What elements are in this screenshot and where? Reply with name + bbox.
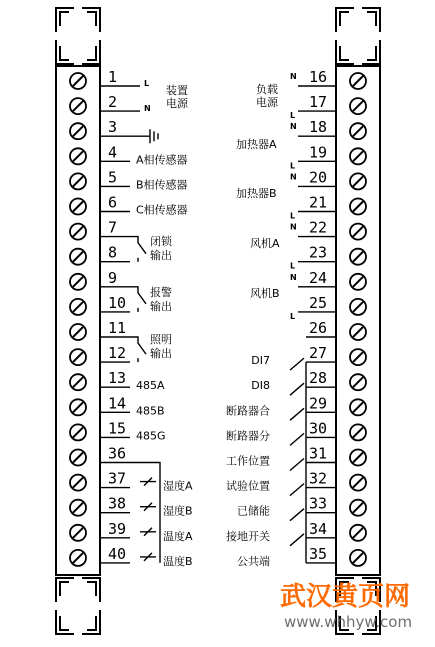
terminal-number: 13 <box>108 369 127 388</box>
left-terminal <box>108 194 188 217</box>
terminal-number: 40 <box>108 544 127 563</box>
left-terminal <box>108 319 126 337</box>
screw-icon <box>350 424 366 440</box>
di-contact-icon <box>290 459 304 471</box>
right-terminal <box>309 269 327 287</box>
terminal-number: 25 <box>309 293 328 312</box>
screw-icon <box>350 148 366 164</box>
terminal-number: 37 <box>108 469 127 488</box>
sensor-icon <box>140 528 156 536</box>
bracket-corner <box>340 46 349 60</box>
terminal-label: 温度B <box>163 554 193 568</box>
left-terminal <box>108 219 117 237</box>
terminal-number: 21 <box>309 193 328 212</box>
bracket-corner <box>87 582 96 596</box>
terminal-number: 38 <box>108 494 127 513</box>
screw-icon <box>70 224 86 240</box>
terminal-number: 32 <box>309 469 328 488</box>
fan-b-label: 风机B <box>250 287 280 300</box>
terminal-number: 4 <box>108 143 118 162</box>
heater-a-label: 加热器A <box>236 138 277 151</box>
terminal-number: 3 <box>108 118 118 137</box>
screw-icon <box>70 299 86 315</box>
left-terminal-block <box>56 66 100 575</box>
terminal-number: 12 <box>108 344 127 363</box>
terminal-label: 湿度B <box>163 504 193 518</box>
screw-icon <box>350 399 366 415</box>
di-contact-icon <box>290 534 304 546</box>
right-terminal <box>309 168 327 186</box>
screw-icon <box>350 224 366 240</box>
right-terminal <box>226 470 327 493</box>
screw-icon <box>350 123 366 139</box>
screw-icon <box>70 500 86 516</box>
left-terminal <box>108 294 126 312</box>
right-terminal <box>309 118 327 136</box>
terminal-label: 485B <box>136 404 165 418</box>
load-lead <box>298 237 306 262</box>
terminal-number: 34 <box>309 519 328 538</box>
terminal-number: 9 <box>108 268 118 287</box>
terminal-label: 已储能 <box>237 504 270 518</box>
right-terminal <box>226 445 327 468</box>
terminal-label: 断路器分 <box>226 429 270 443</box>
right-terminal <box>251 369 327 392</box>
terminal-number: 8 <box>108 243 118 262</box>
right-terminal <box>309 93 327 111</box>
bracket-corner <box>87 616 96 630</box>
screw-icon <box>350 73 366 89</box>
right-group-labels <box>236 82 280 300</box>
neutral-mark: N <box>144 104 151 113</box>
terminal-label: C相传感器 <box>136 203 188 217</box>
di-contact-icon <box>290 509 304 521</box>
terminal-number: 28 <box>309 369 328 388</box>
terminal-number: 10 <box>108 293 127 312</box>
alarm-output-label-2: 输出 <box>150 300 172 313</box>
bracket-corner <box>60 12 69 26</box>
watermark-url: www.whhyw.com <box>284 613 413 631</box>
left-terminal <box>108 369 165 392</box>
load-lead <box>298 186 306 211</box>
left-terminal <box>108 394 165 417</box>
screw-icon <box>70 424 86 440</box>
heater-b-label: 加热器B <box>236 187 277 200</box>
screw-icon <box>350 349 366 365</box>
right-terminal <box>251 344 327 367</box>
screw-icon <box>350 299 366 315</box>
lockout-output-label-2: 输出 <box>150 249 172 262</box>
terminal-label: 试验位置 <box>226 479 270 493</box>
screw-icon <box>70 550 86 566</box>
right-terminal <box>309 143 327 161</box>
terminal-number: 31 <box>309 444 328 463</box>
left-terminal <box>108 244 117 262</box>
lighting-output-label-2: 输出 <box>150 347 172 360</box>
line-mark: L <box>144 79 150 88</box>
relay-contact-icon <box>130 287 146 312</box>
terminal-number: 16 <box>309 68 328 86</box>
screw-icon <box>70 450 86 466</box>
screw-icon <box>70 324 86 340</box>
terminal-number: 5 <box>108 168 118 187</box>
line-mark: L <box>290 261 296 271</box>
terminal-number: 23 <box>309 243 328 262</box>
screw-icon <box>70 199 86 215</box>
terminal-label: DI7 <box>251 354 270 368</box>
left-terminal <box>108 68 117 86</box>
ground-icon <box>150 129 158 143</box>
screw-icon <box>350 450 366 466</box>
terminal-number: 14 <box>108 394 127 413</box>
right-terminal <box>226 520 327 543</box>
terminal-label: 湿度A <box>163 479 193 493</box>
terminal-number: 15 <box>108 419 127 438</box>
screw-icon <box>70 98 86 114</box>
screw-icon <box>350 500 366 516</box>
relay-contact-icon <box>130 337 146 362</box>
terminal-number: 30 <box>309 419 328 438</box>
bracket-corner <box>87 12 96 26</box>
screw-icon <box>350 173 366 189</box>
terminal-number: 39 <box>108 519 127 538</box>
bracket-corner <box>60 46 69 60</box>
lockout-output-label-1: 闭锁 <box>150 235 172 248</box>
screw-icon <box>350 475 366 491</box>
screw-icon <box>350 98 366 114</box>
screw-icon <box>350 199 366 215</box>
screw-icon <box>70 123 86 139</box>
terminal-number: 20 <box>309 168 328 187</box>
sensor-icon <box>140 553 156 561</box>
screw-icon <box>70 274 86 290</box>
power-lead <box>130 86 140 111</box>
terminal-number: 33 <box>309 494 328 513</box>
line-mark: L <box>290 111 296 121</box>
terminal-number: 18 <box>309 118 328 137</box>
terminal-number: 29 <box>309 394 328 413</box>
screw-icon <box>70 73 86 89</box>
right-terminal <box>309 294 327 312</box>
terminal-number: 27 <box>309 344 328 363</box>
screw-icon <box>70 374 86 390</box>
terminal-number: 11 <box>108 319 127 337</box>
right-terminal <box>309 68 327 86</box>
right-terminal <box>309 244 327 262</box>
screw-icon <box>70 148 86 164</box>
screw-icon <box>350 324 366 340</box>
terminal-number: 17 <box>309 93 328 112</box>
line-mark: L <box>290 211 296 221</box>
line-mark: L <box>290 161 296 171</box>
di-contact-icon <box>290 433 304 445</box>
alarm-output-label-1: 报警 <box>150 286 172 299</box>
screw-icon <box>350 249 366 265</box>
di-contact-icon <box>290 408 304 420</box>
bracket-corner <box>367 12 376 26</box>
terminal-label: DI8 <box>251 379 270 393</box>
di-contact-icon <box>290 484 304 496</box>
terminal-label: 接地开关 <box>226 529 270 543</box>
device-power-label-1: 装置 <box>166 84 188 97</box>
terminal-number: 6 <box>108 193 118 212</box>
neutral-mark: N <box>290 72 297 81</box>
terminal-label: 温度A <box>163 529 193 543</box>
terminal-label: 工作位置 <box>226 454 270 468</box>
left-terminal <box>108 143 188 166</box>
bracket-corner <box>367 46 376 60</box>
sensor-common-bus <box>130 463 160 563</box>
di-contact-icon <box>290 358 304 370</box>
relay-contact-icon <box>130 237 146 262</box>
right-terminal <box>309 194 327 212</box>
screw-icon <box>70 349 86 365</box>
right-terminal-block <box>336 66 380 575</box>
mounting-brackets <box>56 8 380 634</box>
right-terminal <box>309 219 327 237</box>
neutral-mark: N <box>290 222 297 232</box>
left-terminal <box>108 419 166 442</box>
device-power-label-2: 电源 <box>166 97 188 110</box>
di-contact-icon <box>290 383 304 395</box>
load-lead <box>298 86 306 111</box>
watermark-title: 武汉黄页网 <box>280 582 411 612</box>
left-terminal <box>108 445 126 463</box>
screw-icon <box>350 274 366 290</box>
fan-a-label: 风机A <box>250 237 280 250</box>
screw-icon <box>350 550 366 566</box>
load-power-label-1: 负载 <box>256 83 278 96</box>
left-terminal <box>108 168 188 191</box>
terminal-number: 35 <box>309 544 328 563</box>
left-terminal <box>108 118 117 136</box>
terminal-label: A相传感器 <box>136 153 188 167</box>
left-group-labels <box>150 83 189 360</box>
terminal-number: 19 <box>309 143 328 162</box>
neutral-mark: N <box>290 272 297 282</box>
load-lead <box>298 136 306 161</box>
bracket-corner <box>340 12 349 26</box>
right-terminal <box>237 495 327 518</box>
terminal-label: 断路器合 <box>226 404 270 418</box>
terminal-label: 485A <box>136 379 165 393</box>
terminal-number: 26 <box>309 319 328 337</box>
bracket-corner <box>87 46 96 60</box>
terminal-label: B相传感器 <box>136 178 188 192</box>
sensor-icon <box>140 478 156 486</box>
neutral-mark: N <box>290 122 297 132</box>
terminal-number: 24 <box>309 268 328 287</box>
right-terminal <box>226 419 327 442</box>
screw-icon <box>70 475 86 491</box>
bracket-corner <box>60 582 69 596</box>
right-terminal <box>237 545 327 568</box>
right-terminal <box>226 394 327 417</box>
watermark <box>280 582 412 631</box>
terminal-number: 2 <box>108 93 118 112</box>
terminal-number: 22 <box>309 218 328 237</box>
terminal-number: 36 <box>108 444 127 463</box>
neutral-mark: N <box>290 172 297 182</box>
screw-icon <box>70 173 86 189</box>
line-mark: L <box>290 311 296 321</box>
terminal-number: 7 <box>108 218 118 237</box>
lighting-output-label-1: 照明 <box>150 333 172 346</box>
left-terminal <box>108 269 117 287</box>
screw-icon <box>70 249 86 265</box>
screw-icon <box>350 525 366 541</box>
screw-icon <box>350 374 366 390</box>
screw-icon <box>70 525 86 541</box>
terminal-label: 485G <box>136 429 166 443</box>
terminal-number: 1 <box>108 68 118 86</box>
bracket-corner <box>60 616 69 630</box>
screw-icon <box>70 399 86 415</box>
load-power-label-2: 电源 <box>256 96 278 109</box>
sensor-icon <box>140 503 156 511</box>
right-terminal <box>309 319 327 337</box>
left-terminal <box>108 344 126 362</box>
load-lead <box>298 287 306 312</box>
terminal-label: 公共端 <box>237 554 270 568</box>
left-terminal <box>108 93 117 111</box>
